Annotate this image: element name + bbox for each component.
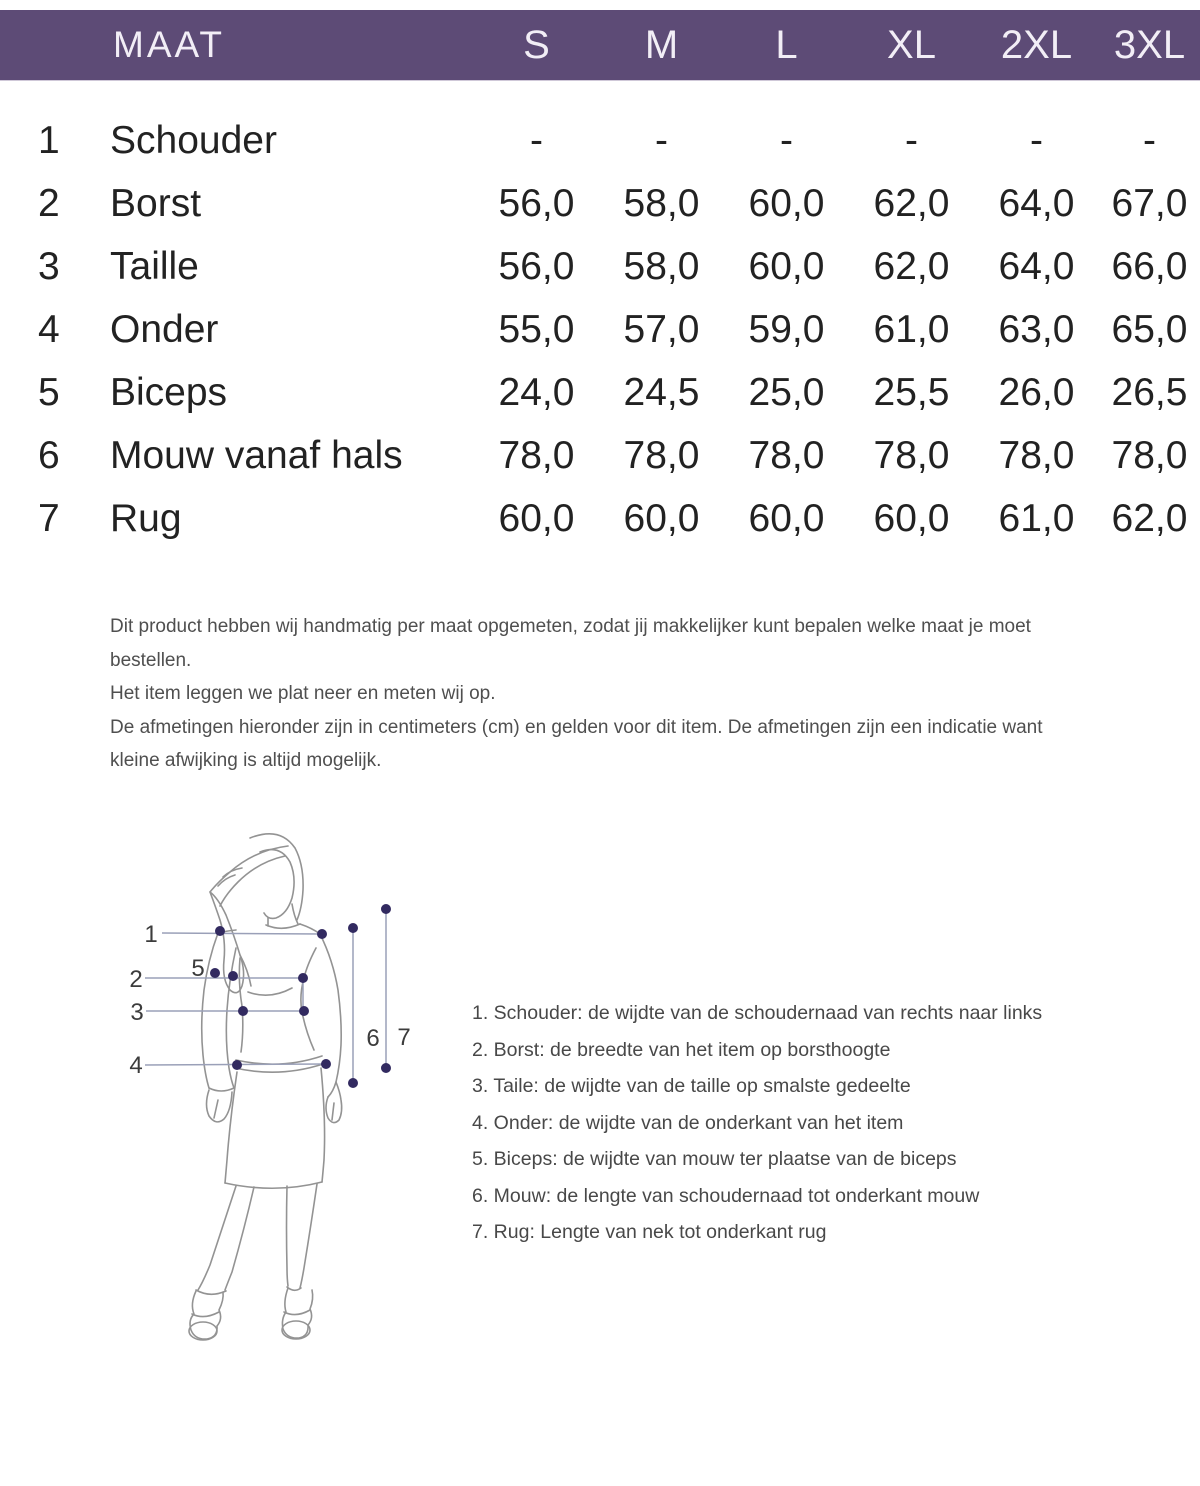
legend-item: 3. Taile: de wijdte van de taille op smalste gedeelte (472, 1075, 911, 1097)
measurement-dot (299, 1006, 309, 1016)
measurement-dot (210, 968, 220, 978)
cell-value: 60,0 (748, 181, 825, 225)
cell-value: 65,0 (1111, 307, 1188, 351)
cell-value: 66,0 (1111, 244, 1188, 288)
description-paragraph: De afmetingen hieronder zijn in centimeters (cm) en gelden voor dit item. De afmetingen zijn een indicatie want kleine afwijking is altijd mogelijk. (110, 716, 1043, 771)
measurement-dot (228, 971, 238, 981)
description-paragraph: Het item leggen we plat neer en meten wij op. (110, 683, 496, 704)
legend-item: 7. Rug: Lengte van nek tot onderkant rug (472, 1221, 827, 1243)
table-row (0, 487, 1200, 550)
measurement-line-schouder (162, 933, 322, 934)
row-number: 7 (38, 496, 60, 540)
size-table-header-bar (0, 10, 1200, 81)
cell-value: - (530, 118, 543, 162)
measurement-legend (472, 995, 1042, 1251)
figure-marker-7: 7 (397, 1024, 411, 1051)
legend-item: 1. Schouder: de wijdte van de schoudernaad van rechts naar links (472, 1002, 1043, 1024)
cell-value: 60,0 (873, 496, 950, 540)
measurement-dot (348, 1078, 358, 1088)
cell-value: 55,0 (498, 307, 575, 351)
cell-value: 25,5 (873, 370, 950, 414)
table-row (0, 109, 1200, 172)
row-number: 3 (38, 244, 60, 288)
row-label: Borst (110, 181, 202, 225)
size-column-header-l: L (775, 22, 798, 67)
row-label: Taille (110, 244, 199, 288)
cell-value: 78,0 (998, 433, 1075, 477)
measurement-dot (238, 1006, 248, 1016)
cell-value: 62,0 (873, 244, 950, 288)
cell-value: 62,0 (873, 181, 950, 225)
row-number: 4 (38, 307, 60, 351)
legend-item: 6. Mouw: de lengte van schoudernaad tot onderkant mouw (472, 1184, 980, 1207)
row-label: Rug (110, 496, 182, 540)
figure-marker-4: 4 (129, 1052, 143, 1079)
measurement-figure (90, 820, 450, 1380)
table-row (0, 298, 1200, 361)
row-label: Schouder (110, 118, 277, 162)
size-column-header-s: S (523, 22, 550, 67)
cell-value: 25,0 (748, 370, 825, 414)
cell-value: 64,0 (998, 181, 1075, 225)
cell-value: 62,0 (1111, 496, 1188, 540)
cell-value: - (1030, 118, 1043, 162)
cell-value: 78,0 (623, 433, 700, 477)
cell-value: 59,0 (748, 307, 825, 351)
measurement-dot (381, 904, 391, 914)
cell-value: 60,0 (623, 496, 700, 540)
cell-value: 63,0 (998, 307, 1075, 351)
cell-value: - (905, 118, 918, 162)
measurement-dot (317, 929, 327, 939)
cell-value: 67,0 (1111, 181, 1188, 225)
cell-value: - (1143, 118, 1156, 162)
figure-marker-5: 5 (191, 955, 205, 982)
size-column-header-m: M (644, 22, 679, 67)
cell-value: - (655, 118, 668, 162)
cell-value: 57,0 (623, 307, 700, 351)
row-number: 5 (38, 370, 60, 414)
measurement-dot (321, 1059, 331, 1069)
row-number: 6 (38, 433, 60, 477)
figure-marker-1: 1 (144, 921, 158, 948)
measurement-dot (381, 1063, 391, 1073)
cell-value: 24,0 (498, 370, 575, 414)
cell-value: 78,0 (498, 433, 575, 477)
legend-item: 4. Onder: de wijdte van de onderkant van het item (472, 1111, 904, 1134)
row-label: Biceps (110, 370, 228, 414)
woman-sketch-illustration (189, 834, 342, 1340)
figure-marker-6: 6 (366, 1025, 380, 1052)
legend-item: 5. Biceps: de wijdte van mouw ter plaatse van de biceps (472, 1148, 957, 1170)
cell-value: 24,5 (623, 370, 700, 414)
legend-item: 2. Borst: de breedte van het item op borsthoogte (472, 1038, 891, 1061)
cell-value: 60,0 (748, 496, 825, 540)
row-label: Onder (110, 307, 219, 351)
cell-value: - (780, 118, 793, 162)
cell-value: 78,0 (1111, 433, 1188, 477)
description-paragraph: Dit product hebben wij handmatig per maat opgemeten, zodat jij makkelijker kunt bepalen welke maat je moet bestellen. (110, 616, 1031, 671)
maat-column-header: MAAT (113, 24, 226, 65)
row-number: 2 (38, 181, 60, 225)
cell-value: 60,0 (748, 244, 825, 288)
size-column-header-3xl: 3XL (1113, 22, 1186, 67)
measurement-description (110, 610, 1045, 778)
table-row (0, 424, 1200, 487)
cell-value: 56,0 (498, 244, 575, 288)
figure-marker-2: 2 (129, 966, 143, 993)
cell-value: 78,0 (748, 433, 825, 477)
row-number: 1 (38, 118, 60, 162)
cell-value: 26,0 (998, 370, 1075, 414)
table-row (0, 172, 1200, 235)
cell-value: 64,0 (998, 244, 1075, 288)
row-label: Mouw vanaf hals (110, 433, 403, 477)
size-column-header-2xl: 2XL (1000, 22, 1073, 67)
cell-value: 60,0 (498, 496, 575, 540)
size-table (0, 109, 1200, 550)
size-column-header-xl: XL (887, 22, 936, 67)
cell-value: 61,0 (873, 307, 950, 351)
cell-value: 61,0 (998, 496, 1075, 540)
measurement-dot (215, 926, 225, 936)
cell-value: 58,0 (623, 181, 700, 225)
table-row (0, 361, 1200, 424)
figure-marker-3: 3 (130, 999, 144, 1026)
measurement-dot (348, 923, 358, 933)
cell-value: 26,5 (1111, 370, 1188, 414)
cell-value: 58,0 (623, 244, 700, 288)
table-row (0, 235, 1200, 298)
cell-value: 78,0 (873, 433, 950, 477)
cell-value: 56,0 (498, 181, 575, 225)
measurement-dot (232, 1060, 242, 1070)
measurement-dot (298, 973, 308, 983)
